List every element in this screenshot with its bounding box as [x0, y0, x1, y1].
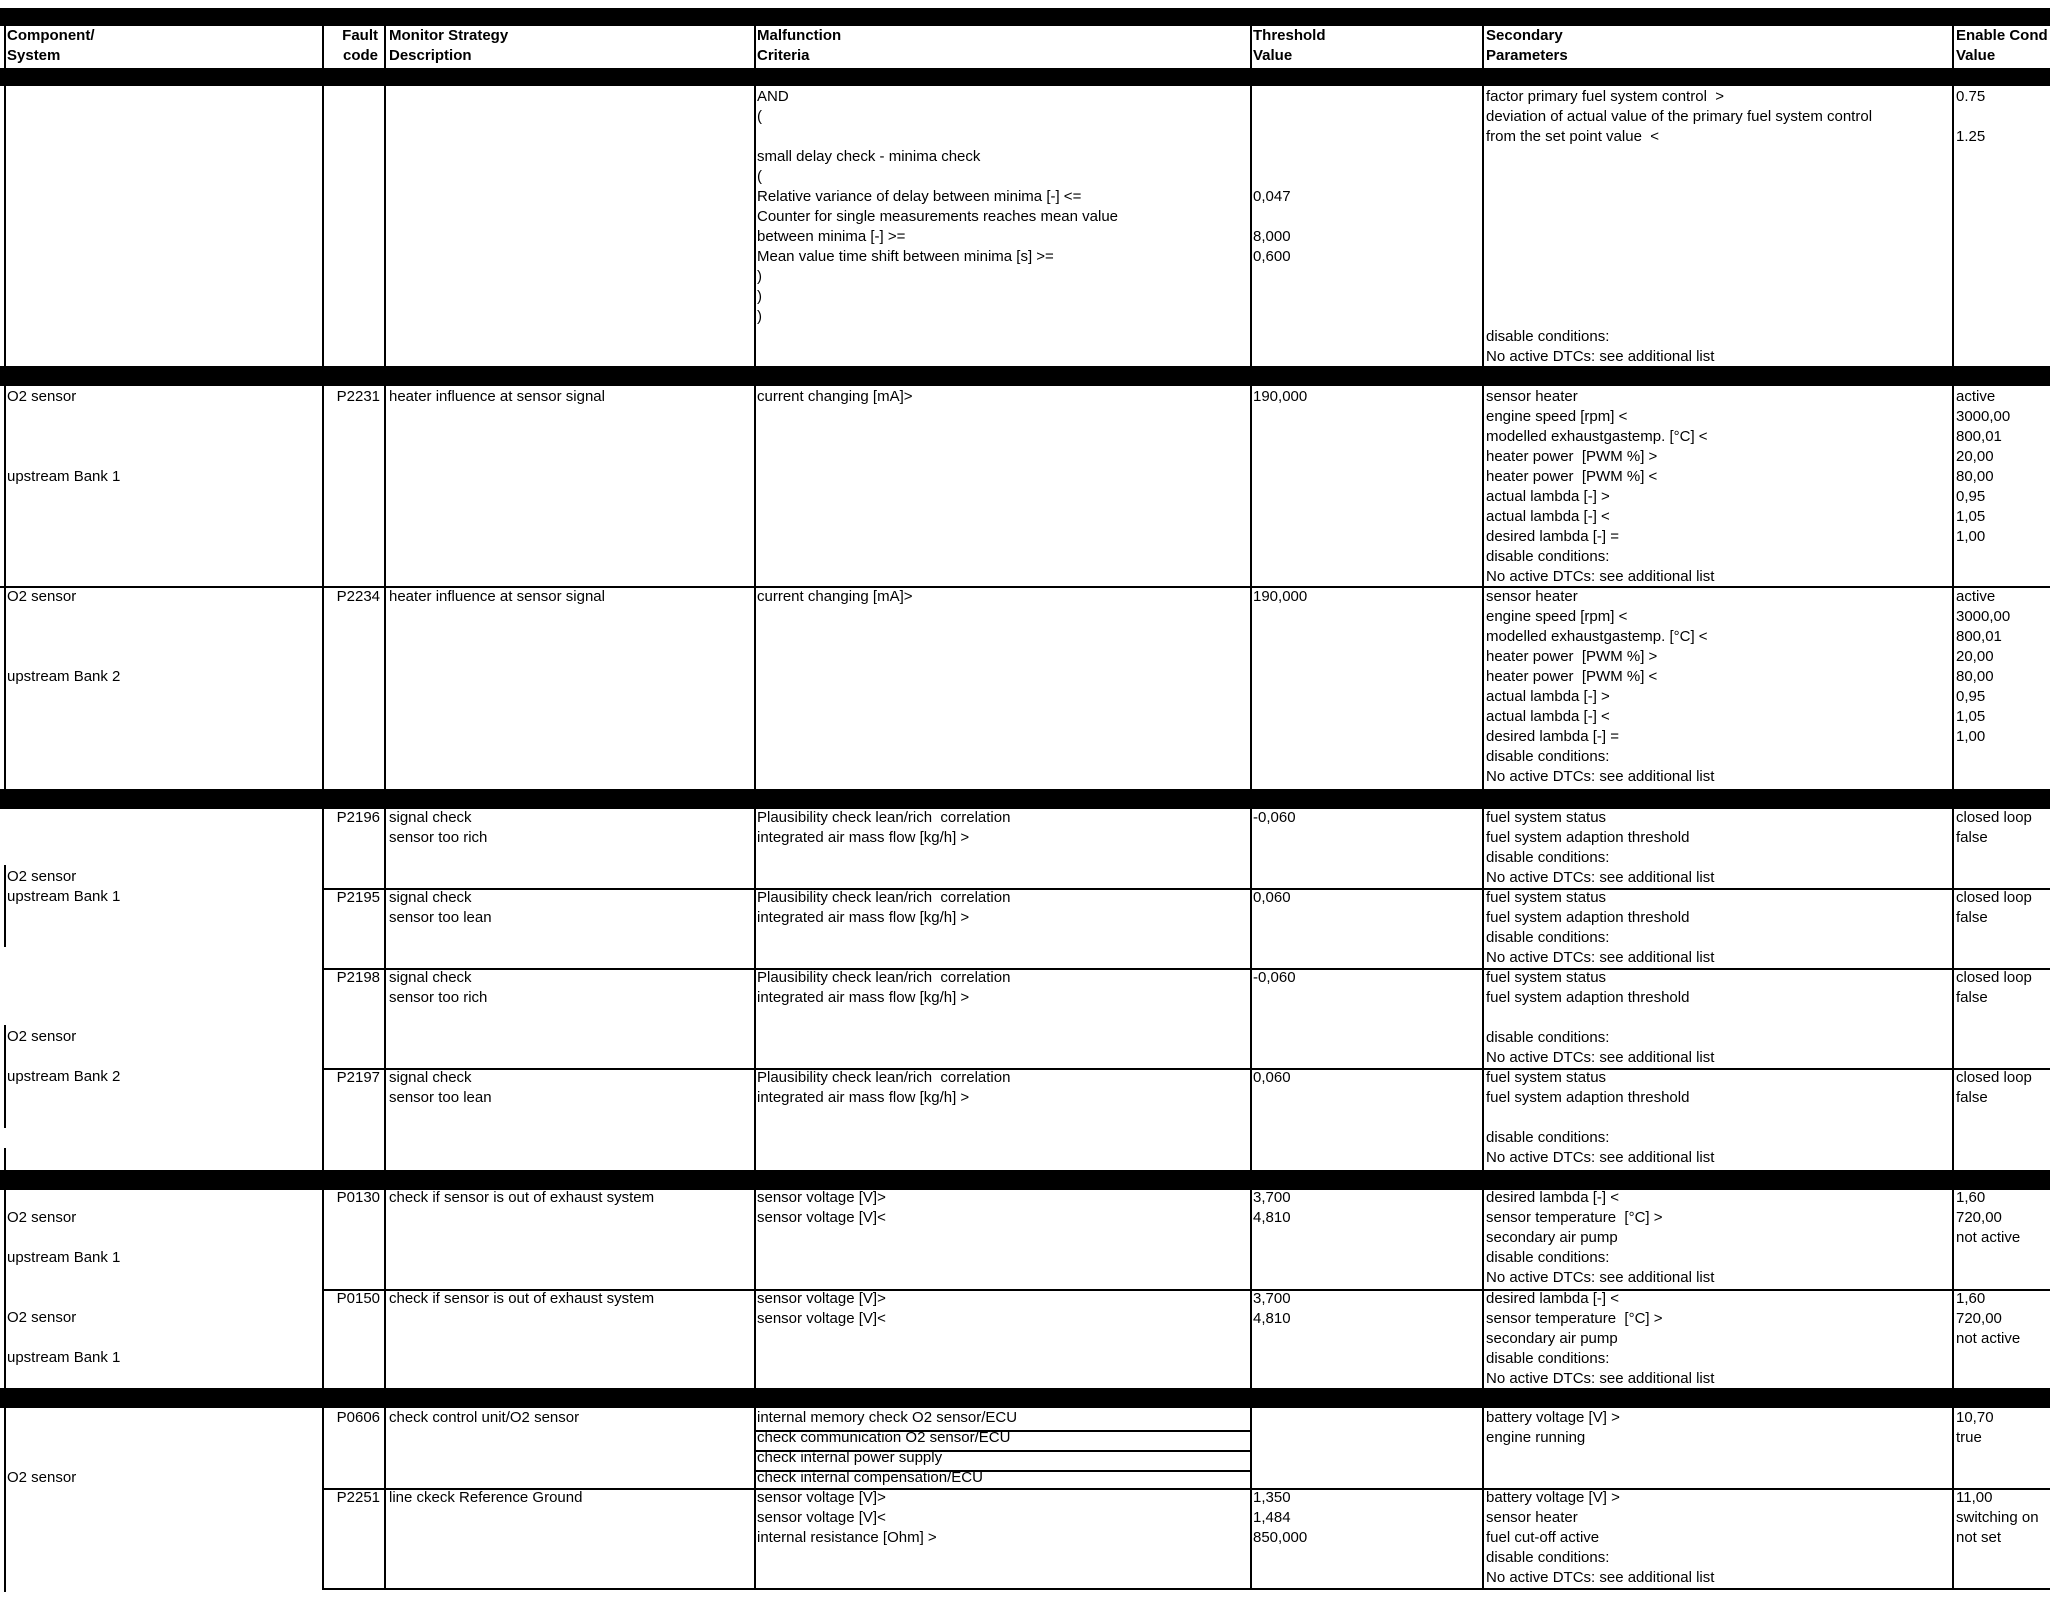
col-border: [322, 26, 324, 1590]
header-fault-code: Fault code: [342, 27, 378, 64]
monitor-description: signal check sensor too rich: [389, 809, 488, 846]
secondary-parameters: fuel system status fuel system adaption threshold disable conditions: No active DTCs: see additional list: [1486, 1069, 1715, 1166]
fault-code: P2231: [336, 388, 380, 405]
monitor-description: signal check sensor too lean: [389, 1069, 492, 1106]
threshold-value: 0,060: [1253, 1069, 1291, 1086]
threshold-value: 0,060: [1253, 889, 1291, 906]
check-item: check internal power supply: [757, 1449, 943, 1466]
header-component: Component/ System: [7, 27, 95, 64]
malfunction-criteria: sensor voltage [V]> sensor voltage [V]< internal resistance [Ohm] >: [757, 1489, 937, 1546]
enable-values: closed loop false: [1956, 969, 2032, 1006]
secondary-parameters: desired lambda [-] < sensor temperature [°C] > secondary air pump disable conditions: No active DTCs: see additional list: [1486, 1189, 1715, 1286]
component-name: O2 sensor upstream Bank 1: [7, 1309, 121, 1366]
row-divider: [322, 968, 2050, 970]
enable-values: 0.75 1.25: [1956, 88, 1986, 145]
separator-band: [0, 1170, 2050, 1190]
threshold-value: 0,047 8,000 0,600: [1253, 188, 1291, 265]
malfunction-criteria: sensor voltage [V]> sensor voltage [V]<: [757, 1189, 886, 1226]
secondary-parameters: fuel system status fuel system adaption threshold disable conditions: No active DTCs: see additional list: [1486, 889, 1715, 966]
malfunction-criteria: current changing [mA]>: [757, 588, 913, 605]
check-item: check internal compensation/ECU: [757, 1469, 983, 1486]
header-monitor-strategy: Monitor Strategy Description: [389, 27, 509, 64]
monitor-description: line ckeck Reference Ground: [389, 1489, 583, 1506]
col-border: [4, 865, 6, 947]
component-name: O2 sensor upstream Bank 2: [7, 1028, 121, 1085]
enable-values: 11,00 switching on not set: [1956, 1489, 2039, 1546]
header-separator-band: [0, 68, 2050, 86]
separator-band: [0, 366, 2050, 386]
col-border: [4, 1148, 6, 1172]
component-name: O2 sensor upstream Bank 1: [7, 868, 121, 905]
secondary-parameters: battery voltage [V] > sensor heater fuel cut-off active disable conditions: No active DTCs: see additional list: [1486, 1489, 1715, 1586]
secondary-parameters: fuel system status fuel system adaption threshold disable conditions: No active DTCs: see additional list: [1486, 969, 1715, 1066]
malfunction-criteria: Plausibility check lean/rich correlation integrated air mass flow [kg/h] >: [757, 969, 1011, 1006]
fault-code: P2196: [336, 809, 380, 826]
secondary-parameters: fuel system status fuel system adaption threshold disable conditions: No active DTCs: see additional list: [1486, 809, 1715, 886]
fault-code: P2197: [336, 1069, 380, 1086]
enable-values: closed loop false: [1956, 809, 2032, 846]
col-border: [4, 1190, 6, 1390]
table-top-band: [0, 8, 2050, 26]
malfunction-criteria: sensor voltage [V]> sensor voltage [V]<: [757, 1290, 886, 1327]
table-bottom-border: [322, 1588, 2050, 1590]
monitor-description: check control unit/O2 sensor: [389, 1409, 580, 1426]
enable-values: closed loop false: [1956, 889, 2032, 926]
row-divider: [322, 1068, 2050, 1070]
check-item: check communication O2 sensor/ECU: [757, 1429, 1011, 1446]
separator-band: [0, 789, 2050, 809]
secondary-parameters: sensor heater engine speed [rpm] < modelled exhaustgastemp. [°C] < heater power [PWM %] > heater power [PWM %] < actual lambda [-] > actual lambda [-] < desired lambda [-] = disable conditions: No active DTCs: see additional list: [1486, 388, 1715, 585]
monitor-description: heater influence at sensor signal: [389, 388, 605, 405]
fault-code: P0606: [336, 1409, 380, 1426]
enable-values: active 3000,00 800,01 20,00 80,00 0,95 1,05 1,00: [1956, 388, 2011, 545]
malfunction-criteria: Plausibility check lean/rich correlation integrated air mass flow [kg/h] >: [757, 809, 1011, 846]
row-divider: [322, 888, 2050, 890]
fault-code: P0130: [336, 1189, 380, 1206]
threshold-value: 190,000: [1253, 388, 1308, 405]
header-malfunction-criteria: Malfunction Criteria: [757, 27, 842, 64]
header-secondary-parameters: Secondary Parameters: [1486, 27, 1568, 64]
col-border: [1952, 26, 1954, 1590]
col-border: [1250, 26, 1252, 1590]
malfunction-criteria: AND ( small delay check - minima check ( Relative variance of delay between minima [-] <= Counter for single measurements reaches mean value between minima [-] >= Mean value time shift between minima [s] >= ) ) ): [757, 88, 1119, 325]
component-name: O2 sensor upstream Bank 1: [7, 1209, 121, 1266]
col-border: [4, 386, 6, 791]
enable-values: 1,60 720,00 not active: [1956, 1189, 2021, 1246]
fault-code: P2198: [336, 969, 380, 986]
col-border: [4, 1025, 6, 1128]
col-border: [1482, 26, 1484, 1590]
fault-code: P2195: [336, 889, 380, 906]
col-border: [4, 1408, 6, 1592]
malfunction-criteria: Plausibility check lean/rich correlation integrated air mass flow [kg/h] >: [757, 1069, 1011, 1106]
monitor-description: signal check sensor too lean: [389, 889, 492, 926]
fault-code: P2234: [336, 588, 380, 605]
threshold-value: 1,350 1,484 850,000: [1253, 1489, 1308, 1546]
threshold-value: -0,060: [1253, 809, 1296, 826]
fault-code: P2251: [336, 1489, 380, 1506]
secondary-parameters: factor primary fuel system control > deviation of actual value of the primary fuel system control from the set point value < disable conditions: No active DTCs: see additional list: [1486, 88, 1873, 365]
row-divider: [0, 586, 2050, 588]
component-name: O2 sensor upstream Bank 2: [7, 588, 121, 685]
monitor-description: heater influence at sensor signal: [389, 588, 605, 605]
enable-values: 10,70 true: [1956, 1409, 1994, 1446]
threshold-value: 190,000: [1253, 588, 1308, 605]
enable-values: closed loop false: [1956, 1069, 2032, 1106]
malfunction-criteria: current changing [mA]>: [757, 388, 913, 405]
enable-values: 1,60 720,00 not active: [1956, 1290, 2021, 1347]
monitor-description: signal check sensor too rich: [389, 969, 488, 1006]
threshold-value: 3,700 4,810: [1253, 1290, 1291, 1327]
secondary-parameters: sensor heater engine speed [rpm] < modelled exhaustgastemp. [°C] < heater power [PWM %] > heater power [PWM %] < actual lambda [-] > actual lambda [-] < desired lambda [-] = disable conditions: No active DTCs: see additional list: [1486, 588, 1715, 785]
header-enable-conditions: Enable Cond Value: [1956, 27, 2048, 64]
monitor-description: check if sensor is out of exhaust system: [389, 1189, 655, 1206]
threshold-value: -0,060: [1253, 969, 1296, 986]
monitor-description: check if sensor is out of exhaust system: [389, 1290, 655, 1307]
malfunction-criteria: Plausibility check lean/rich correlation integrated air mass flow [kg/h] >: [757, 889, 1011, 926]
fault-code: P0150: [336, 1290, 380, 1307]
separator-band: [0, 1388, 2050, 1408]
component-name: O2 sensor: [7, 1469, 77, 1486]
secondary-parameters: battery voltage [V] > engine running: [1486, 1409, 1620, 1446]
threshold-value: 3,700 4,810: [1253, 1189, 1291, 1226]
header-threshold-value: Threshold Value: [1253, 27, 1326, 64]
col-border: [384, 26, 386, 1590]
secondary-parameters: desired lambda [-] < sensor temperature [°C] > secondary air pump disable conditions: No active DTCs: see additional list: [1486, 1290, 1715, 1387]
col-border: [4, 26, 6, 368]
check-item: internal memory check O2 sensor/ECU: [757, 1409, 1018, 1426]
col-border: [754, 26, 756, 1590]
enable-values: active 3000,00 800,01 20,00 80,00 0,95 1,05 1,00: [1956, 588, 2011, 745]
component-name: O2 sensor upstream Bank 1: [7, 388, 121, 485]
